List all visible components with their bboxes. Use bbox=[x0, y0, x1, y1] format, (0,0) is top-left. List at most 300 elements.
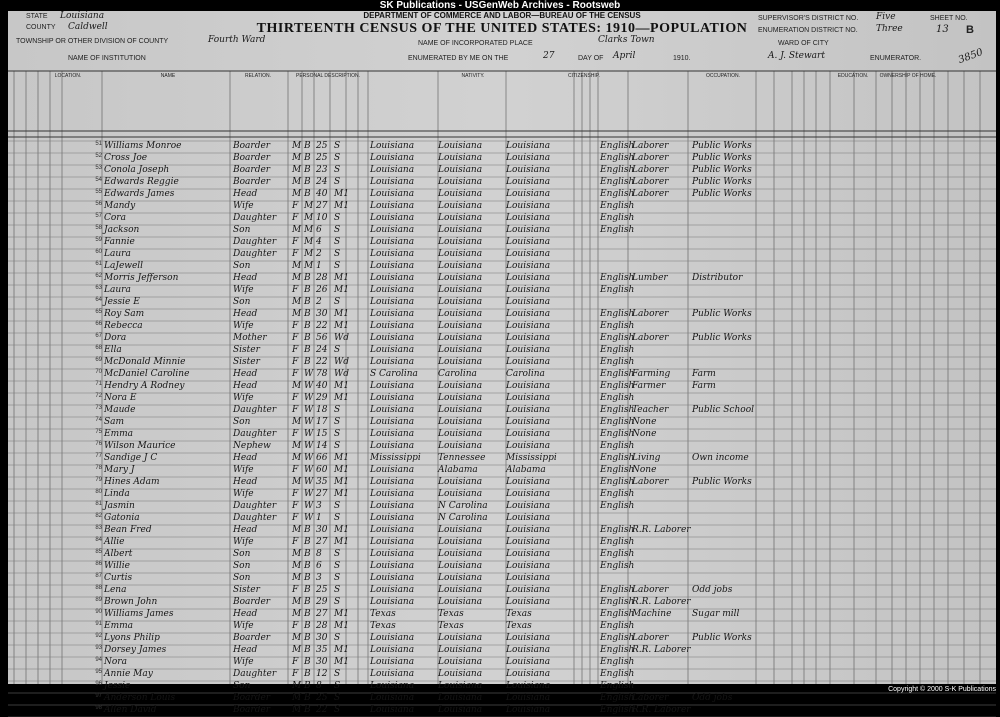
cell-race: B bbox=[304, 549, 311, 559]
institution-label: NAME OF INSTITUTION bbox=[68, 55, 146, 62]
cell-age: 2 bbox=[316, 249, 322, 259]
cell-name: McDonald Minnie bbox=[104, 357, 186, 367]
cell-lang: English bbox=[600, 609, 635, 619]
cell-ms: S bbox=[334, 693, 341, 703]
cell-father: Louisiana bbox=[438, 333, 483, 343]
table-row bbox=[8, 273, 996, 285]
cell-sex: M bbox=[292, 561, 302, 571]
cell-father: Louisiana bbox=[438, 165, 483, 175]
cell-father: Carolina bbox=[438, 369, 477, 379]
cell-race: B bbox=[304, 357, 311, 367]
cell-name: Dora bbox=[104, 333, 127, 343]
cell-birth: Louisiana bbox=[370, 333, 415, 343]
cell-race: W bbox=[304, 381, 314, 391]
cell-sex: M bbox=[292, 681, 302, 691]
table-row bbox=[8, 621, 996, 633]
cell-sex: F bbox=[292, 333, 299, 343]
table-row bbox=[8, 657, 996, 669]
cell-ind: Public Works bbox=[692, 633, 752, 643]
cell-ind bbox=[692, 261, 754, 273]
cell-ms: S bbox=[334, 177, 341, 187]
cell-mother: Louisiana bbox=[506, 429, 551, 439]
cell-rel: Wife bbox=[233, 537, 254, 547]
cell-mother: Louisiana bbox=[506, 693, 551, 703]
cell-name: Hendry A Rodney bbox=[104, 381, 185, 391]
cell-trade: Laborer bbox=[632, 477, 669, 487]
cell-age: 27 bbox=[316, 537, 328, 547]
row-number: 76 bbox=[95, 441, 102, 447]
cell-age: 12 bbox=[316, 669, 328, 679]
cell-mother: Louisiana bbox=[506, 477, 551, 487]
cell-rel: Daughter bbox=[233, 237, 277, 247]
cell-age: 3 bbox=[316, 573, 322, 583]
cell-ind bbox=[692, 501, 754, 513]
table-row bbox=[8, 345, 996, 357]
table-row bbox=[8, 633, 996, 645]
cell-age: 23 bbox=[316, 165, 328, 175]
cell-ms: S bbox=[334, 501, 341, 511]
cell-ind bbox=[692, 201, 754, 213]
table-row bbox=[8, 177, 996, 189]
cell-father: Louisiana bbox=[438, 705, 483, 715]
cell-age: 22 bbox=[316, 705, 328, 715]
cell-ind bbox=[692, 681, 754, 693]
row-number: 91 bbox=[95, 621, 102, 627]
cell-lang: English bbox=[600, 381, 635, 391]
row-number: 63 bbox=[95, 285, 102, 291]
cell-name: Rebecca bbox=[104, 321, 143, 331]
cell-birth: Texas bbox=[370, 621, 396, 631]
row-number: 84 bbox=[95, 537, 102, 543]
cell-mother: Louisiana bbox=[506, 297, 551, 307]
cell-age: 27 bbox=[316, 609, 328, 619]
cell-lang: English bbox=[600, 369, 635, 379]
cell-name: Nora E bbox=[104, 393, 137, 403]
row-number: 70 bbox=[95, 369, 102, 375]
cell-trade: Laborer bbox=[632, 333, 669, 343]
cell-father: Louisiana bbox=[438, 153, 483, 163]
cell-rel: Daughter bbox=[233, 213, 277, 223]
cell-race: W bbox=[304, 453, 314, 463]
cell-ind: Public Works bbox=[692, 153, 752, 163]
cell-father: Louisiana bbox=[438, 321, 483, 331]
cell-rel: Boarder bbox=[233, 177, 271, 187]
cell-birth: Louisiana bbox=[370, 549, 415, 559]
cell-ms: S bbox=[334, 549, 341, 559]
cell-rel: Boarder bbox=[233, 693, 271, 703]
col-personal: PERSONAL DESCRIPTION. bbox=[296, 73, 360, 79]
cell-mother: Louisiana bbox=[506, 165, 551, 175]
cell-lang: English bbox=[600, 225, 635, 235]
cell-mother: Louisiana bbox=[506, 225, 551, 235]
cell-race: B bbox=[304, 693, 311, 703]
archive-banner: SK Publications - USGenWeb Archives - Rootsweb bbox=[0, 0, 1000, 11]
cell-father: Louisiana bbox=[438, 189, 483, 199]
table-row bbox=[8, 297, 996, 309]
cell-age: 24 bbox=[316, 345, 328, 355]
cell-trade: Farmer bbox=[632, 381, 666, 391]
cell-sex: M bbox=[292, 705, 302, 715]
row-number: 65 bbox=[95, 309, 102, 315]
cell-age: 26 bbox=[316, 285, 328, 295]
cell-sex: F bbox=[292, 669, 299, 679]
cell-sex: F bbox=[292, 237, 299, 247]
cell-ind bbox=[692, 669, 754, 681]
cell-rel: Head bbox=[233, 273, 258, 283]
cell-name: Morris Jefferson bbox=[104, 273, 179, 283]
cell-trade: Teacher bbox=[632, 405, 669, 415]
row-number: 89 bbox=[95, 597, 102, 603]
table-row bbox=[8, 165, 996, 177]
cell-mother: Louisiana bbox=[506, 417, 551, 427]
cell-ind bbox=[692, 573, 754, 585]
cell-name: McDaniel Caroline bbox=[104, 369, 190, 379]
cell-name: Emma bbox=[104, 429, 134, 439]
cell-ms: M1 bbox=[334, 525, 349, 535]
cell-trade: Laborer bbox=[632, 153, 669, 163]
cell-ms: M1 bbox=[334, 393, 349, 403]
cell-ms: S bbox=[334, 705, 341, 715]
cell-lang: English bbox=[600, 333, 635, 343]
cell-race: W bbox=[304, 513, 314, 523]
cell-sex: M bbox=[292, 477, 302, 487]
cell-rel: Head bbox=[233, 645, 258, 655]
cell-age: 25 bbox=[316, 585, 328, 595]
cell-mother: Louisiana bbox=[506, 573, 551, 583]
supervisor-value: Five bbox=[876, 12, 896, 22]
cell-trade bbox=[632, 573, 688, 585]
cell-name: Roy Sam bbox=[104, 309, 145, 319]
cell-sex: F bbox=[292, 213, 299, 223]
cell-ms: S bbox=[334, 261, 341, 271]
cell-trade: R.R. Laborer bbox=[632, 705, 691, 715]
cell-trade bbox=[632, 513, 688, 525]
cell-ind: Odd jobs bbox=[692, 693, 733, 703]
cell-trade: None bbox=[632, 429, 657, 439]
cell-father: Louisiana bbox=[438, 693, 483, 703]
cell-sex: F bbox=[292, 465, 299, 475]
cell-age: 27 bbox=[316, 489, 328, 499]
cell-name: Allie bbox=[104, 537, 125, 547]
cell-ms: S bbox=[334, 405, 341, 415]
cell-rel: Head bbox=[233, 453, 258, 463]
county-value: Caldwell bbox=[68, 22, 108, 32]
cell-ms: M1 bbox=[334, 285, 349, 295]
cell-birth: Louisiana bbox=[370, 465, 415, 475]
cell-mother: Texas bbox=[506, 609, 532, 619]
cell-ms: S bbox=[334, 585, 341, 595]
cell-lang: English bbox=[600, 621, 635, 631]
supervisor-label: SUPERVISOR'S DISTRICT NO. bbox=[758, 15, 859, 22]
cell-race: B bbox=[304, 273, 311, 283]
cell-birth: Louisiana bbox=[370, 525, 415, 535]
cell-mother: Texas bbox=[506, 621, 532, 631]
enum-district-label: ENUMERATION DISTRICT NO. bbox=[758, 27, 858, 34]
cell-race: W bbox=[304, 465, 314, 475]
cell-father: Louisiana bbox=[438, 201, 483, 211]
cell-rel: Head bbox=[233, 477, 258, 487]
cell-lang: English bbox=[600, 453, 635, 463]
cell-trade bbox=[632, 249, 688, 261]
cell-race: B bbox=[304, 153, 311, 163]
cell-lang bbox=[600, 513, 630, 525]
table-row bbox=[8, 369, 996, 381]
cell-rel: Son bbox=[233, 573, 251, 583]
cell-rel: Son bbox=[233, 261, 251, 271]
cell-father: Louisiana bbox=[438, 213, 483, 223]
cell-ms: S bbox=[334, 561, 341, 571]
margin-note: 3850 bbox=[956, 46, 985, 67]
cell-birth: Louisiana bbox=[370, 261, 415, 271]
cell-sex: F bbox=[292, 201, 299, 211]
cell-ms: M1 bbox=[334, 273, 349, 283]
cell-lang: English bbox=[600, 393, 635, 403]
cell-rel: Wife bbox=[233, 489, 254, 499]
cell-lang: English bbox=[600, 153, 635, 163]
cell-ms: Wd bbox=[334, 369, 350, 379]
cell-rel: Boarder bbox=[233, 705, 271, 715]
cell-rel: Son bbox=[233, 681, 251, 691]
cell-father: Louisiana bbox=[438, 681, 483, 691]
cell-age: 4 bbox=[316, 237, 322, 247]
table-row bbox=[8, 537, 996, 549]
cell-name: Wilson Maurice bbox=[104, 441, 176, 451]
row-number: 58 bbox=[95, 225, 102, 231]
cell-mother: Louisiana bbox=[506, 381, 551, 391]
cell-ind: Farm bbox=[692, 369, 716, 379]
place-value: Clarks Town bbox=[598, 35, 655, 45]
cell-rel: Boarder bbox=[233, 633, 271, 643]
cell-sex: M bbox=[292, 453, 302, 463]
cell-age: 22 bbox=[316, 357, 328, 367]
cell-ind bbox=[692, 489, 754, 501]
col-name: NAME bbox=[160, 73, 176, 79]
cell-age: 28 bbox=[316, 621, 328, 631]
cell-age: 25 bbox=[316, 693, 328, 703]
cell-race: B bbox=[304, 321, 311, 331]
cell-sex: M bbox=[292, 165, 302, 175]
cell-ind bbox=[692, 429, 754, 441]
cell-age: 1 bbox=[316, 261, 322, 271]
cell-birth: Louisiana bbox=[370, 405, 415, 415]
cell-ind: Distributor bbox=[692, 273, 743, 283]
cell-lang: English bbox=[600, 189, 635, 199]
cell-race: M bbox=[304, 237, 314, 247]
cell-birth: Louisiana bbox=[370, 237, 415, 247]
cell-rel: Nephew bbox=[233, 441, 271, 451]
place-label: NAME OF INCORPORATED PLACE bbox=[418, 40, 533, 47]
cell-birth: S Carolina bbox=[370, 369, 418, 379]
cell-sex: M bbox=[292, 297, 302, 307]
table-row bbox=[8, 501, 996, 513]
cell-rel: Wife bbox=[233, 621, 254, 631]
cell-ind bbox=[692, 225, 754, 237]
cell-father: Louisiana bbox=[438, 237, 483, 247]
cell-trade: R.R. Laborer bbox=[632, 645, 691, 655]
cell-ind bbox=[692, 249, 754, 261]
cell-birth: Louisiana bbox=[370, 345, 415, 355]
cell-birth: Louisiana bbox=[370, 669, 415, 679]
cell-birth: Louisiana bbox=[370, 429, 415, 439]
cell-mother: Louisiana bbox=[506, 321, 551, 331]
cell-name: Fannie bbox=[104, 237, 135, 247]
cell-age: 10 bbox=[316, 213, 328, 223]
cell-rel: Sister bbox=[233, 345, 260, 355]
row-number: 64 bbox=[95, 297, 102, 303]
cell-father: Louisiana bbox=[438, 345, 483, 355]
cell-ms: S bbox=[334, 417, 341, 427]
cell-lang: English bbox=[600, 357, 635, 367]
table-row bbox=[8, 237, 996, 249]
cell-race: W bbox=[304, 405, 314, 415]
cell-trade bbox=[632, 669, 688, 681]
cell-age: 1 bbox=[316, 513, 322, 523]
row-number: 53 bbox=[95, 165, 102, 171]
cell-trade: Laborer bbox=[632, 309, 669, 319]
cell-race: B bbox=[304, 309, 311, 319]
table-row bbox=[8, 429, 996, 441]
cell-ind: Sugar mill bbox=[692, 609, 740, 619]
cell-ms: S bbox=[334, 441, 341, 451]
cell-rel: Head bbox=[233, 609, 258, 619]
cell-race: B bbox=[304, 177, 311, 187]
cell-father: N Carolina bbox=[438, 501, 488, 511]
cell-rel: Daughter bbox=[233, 405, 277, 415]
cell-sex: F bbox=[292, 393, 299, 403]
cell-ind: Farm bbox=[692, 381, 716, 391]
cell-birth: Louisiana bbox=[370, 657, 415, 667]
table-row bbox=[8, 597, 996, 609]
cell-mother: Louisiana bbox=[506, 177, 551, 187]
cell-sex: F bbox=[292, 285, 299, 295]
cell-ms: S bbox=[334, 165, 341, 175]
cell-ms: S bbox=[334, 249, 341, 259]
table-row bbox=[8, 213, 996, 225]
cell-age: 29 bbox=[316, 597, 328, 607]
cell-lang: English bbox=[600, 177, 635, 187]
cell-father: Louisiana bbox=[438, 573, 483, 583]
row-number: 62 bbox=[95, 273, 102, 279]
cell-race: B bbox=[304, 297, 311, 307]
cell-sex: F bbox=[292, 345, 299, 355]
table-row bbox=[8, 393, 996, 405]
cell-sex: F bbox=[292, 249, 299, 259]
cell-trade: Laborer bbox=[632, 693, 669, 703]
cell-lang: English bbox=[600, 273, 635, 283]
cell-father: Louisiana bbox=[438, 645, 483, 655]
table-row bbox=[8, 705, 996, 717]
cell-trade bbox=[632, 285, 688, 297]
cell-sex: M bbox=[292, 141, 302, 151]
cell-age: 29 bbox=[316, 393, 328, 403]
cell-rel: Boarder bbox=[233, 153, 271, 163]
table-row bbox=[8, 321, 996, 333]
row-number: 75 bbox=[95, 429, 102, 435]
row-number: 86 bbox=[95, 561, 102, 567]
cell-ms: Wd bbox=[334, 357, 350, 367]
cell-rel: Head bbox=[233, 381, 258, 391]
row-number: 72 bbox=[95, 393, 102, 399]
row-number: 82 bbox=[95, 513, 102, 519]
cell-father: Louisiana bbox=[438, 561, 483, 571]
row-number: 57 bbox=[95, 213, 102, 219]
cell-rel: Wife bbox=[233, 393, 254, 403]
cell-trade bbox=[632, 297, 688, 309]
cell-age: 78 bbox=[316, 369, 328, 379]
row-number: 61 bbox=[95, 261, 102, 267]
cell-trade bbox=[632, 549, 688, 561]
table-row bbox=[8, 381, 996, 393]
enumerator-label: ENUMERATOR. bbox=[870, 55, 922, 62]
row-number: 73 bbox=[95, 405, 102, 411]
cell-birth: Louisiana bbox=[370, 273, 415, 283]
table-row bbox=[8, 645, 996, 657]
cell-lang: English bbox=[600, 213, 635, 223]
cell-race: M bbox=[304, 201, 314, 211]
row-number: 78 bbox=[95, 465, 102, 471]
table-row bbox=[8, 261, 996, 273]
cell-birth: Louisiana bbox=[370, 417, 415, 427]
cell-name: Jessie bbox=[104, 681, 131, 691]
cell-trade: None bbox=[632, 417, 657, 427]
table-row bbox=[8, 189, 996, 201]
state-value: Louisiana bbox=[60, 11, 105, 21]
cell-lang: English bbox=[600, 585, 635, 595]
cell-rel: Sister bbox=[233, 585, 260, 595]
cell-race: B bbox=[304, 609, 311, 619]
cell-father: Louisiana bbox=[438, 381, 483, 391]
cell-birth: Louisiana bbox=[370, 573, 415, 583]
cell-race: W bbox=[304, 369, 314, 379]
cell-ind: Public Works bbox=[692, 309, 752, 319]
cell-ind: Own income bbox=[692, 453, 749, 463]
cell-name: Hines Adam bbox=[104, 477, 160, 487]
cell-age: 8 bbox=[316, 549, 322, 559]
cell-father: Louisiana bbox=[438, 657, 483, 667]
cell-name: Maude bbox=[104, 405, 136, 415]
table-row bbox=[8, 333, 996, 345]
cell-mother: Louisiana bbox=[506, 633, 551, 643]
cell-race: B bbox=[304, 669, 311, 679]
cell-ind bbox=[692, 645, 754, 657]
cell-race: B bbox=[304, 621, 311, 631]
enumerated-day: 27 bbox=[543, 51, 555, 61]
cell-race: M bbox=[304, 213, 314, 223]
cell-ms: S bbox=[334, 297, 341, 307]
cell-mother: Louisiana bbox=[506, 261, 551, 271]
cell-mother: Louisiana bbox=[506, 645, 551, 655]
row-number: 85 bbox=[95, 549, 102, 555]
cell-rel: Wife bbox=[233, 201, 254, 211]
cell-trade bbox=[632, 237, 688, 249]
cell-race: M bbox=[304, 225, 314, 235]
cell-mother: Louisiana bbox=[506, 489, 551, 499]
cell-sex: M bbox=[292, 549, 302, 559]
cell-lang: English bbox=[600, 705, 635, 715]
cell-sex: M bbox=[292, 573, 302, 583]
cell-sex: F bbox=[292, 621, 299, 631]
cell-sex: M bbox=[292, 261, 302, 271]
cell-ind bbox=[692, 213, 754, 225]
cell-sex: F bbox=[292, 501, 299, 511]
cell-age: 3 bbox=[316, 501, 322, 511]
cell-birth: Louisiana bbox=[370, 441, 415, 451]
cell-lang: English bbox=[600, 141, 635, 151]
cell-rel: Head bbox=[233, 189, 258, 199]
cell-father: Alabama bbox=[438, 465, 478, 475]
cell-ms: M1 bbox=[334, 453, 349, 463]
cell-father: Louisiana bbox=[438, 477, 483, 487]
